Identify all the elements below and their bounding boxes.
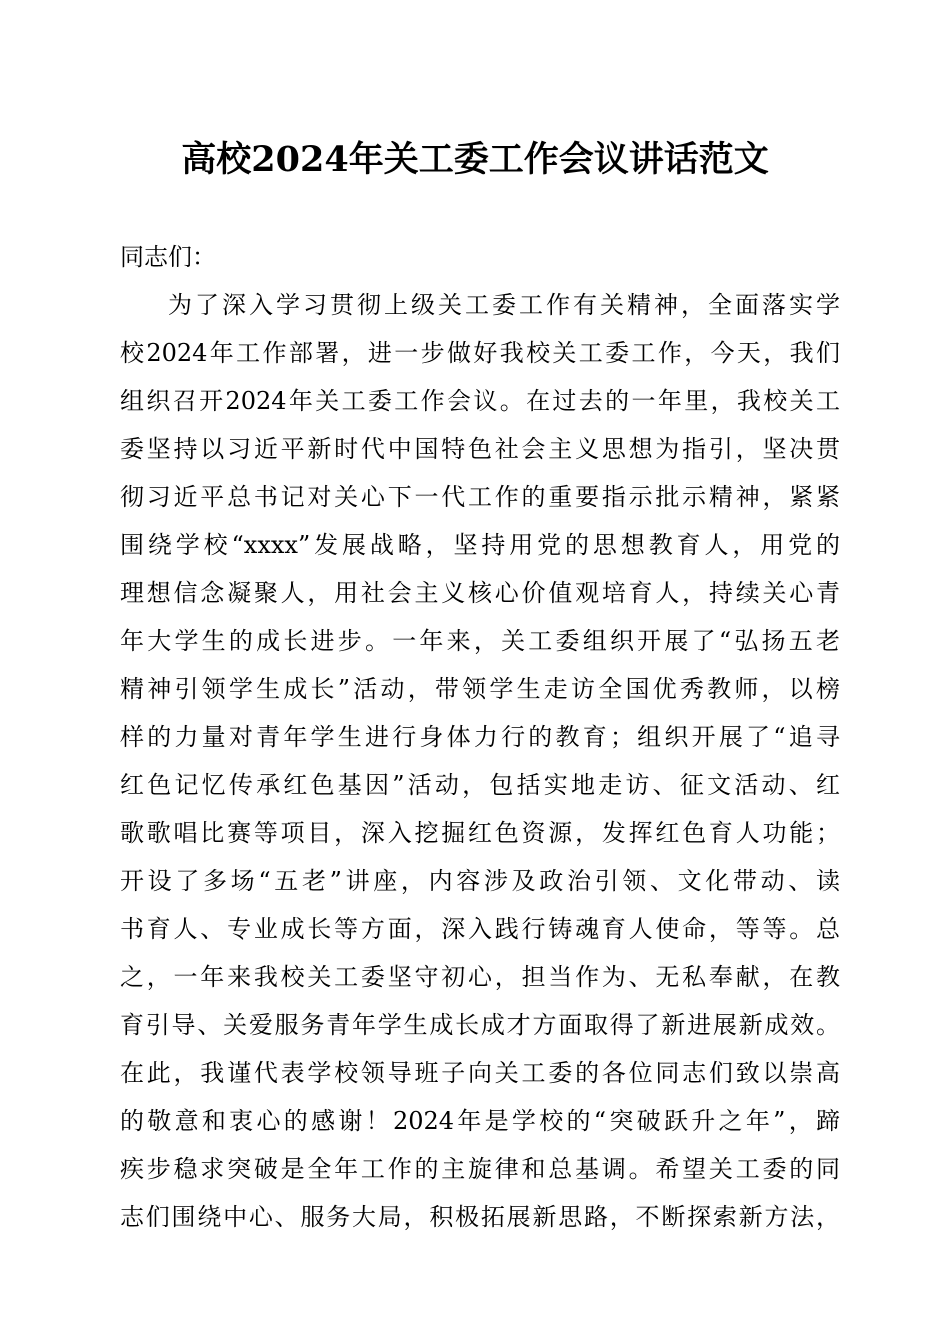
- paragraph-line: 之，一年来我校关工委坚守初心，担当作为、无私奉献，在教: [120, 963, 840, 991]
- paragraph-line: 委坚持以习近平新时代中国特色社会主义思想为指引，坚决贯: [120, 435, 840, 463]
- paragraph-line: 校2024年工作部署，进一步做好我校关工委工作，今天，我们: [120, 339, 840, 367]
- paragraph-line: 红色记忆传承红色基因”活动，包括实地走访、征文活动、红: [120, 771, 840, 799]
- paragraph-line: 组织召开2024年关工委工作会议。在过去的一年里，我校关工: [120, 387, 840, 415]
- paragraph-line: 样的力量对青年学生进行身体力行的教育；组织开展了“追寻: [120, 723, 840, 751]
- paragraph-line: 理想信念凝聚人，用社会主义核心价值观培育人，持续关心青: [120, 579, 840, 607]
- paragraph-line: 志们围绕中心、服务大局，积极拓展新思路，不断探索新方法，: [120, 1203, 840, 1231]
- paragraph-line: 育引导、关爱服务青年学生成长成才方面取得了新进展新成效。: [120, 1011, 840, 1039]
- paragraph-line: 开设了多场“五老”讲座，内容涉及政治引领、文化带动、读: [120, 867, 840, 895]
- paragraph-line: 彻习近平总书记对关心下一代工作的重要指示批示精神，紧紧: [120, 483, 840, 511]
- paragraph-line: 书育人、专业成长等方面，深入践行铸魂育人使命，等等。总: [120, 915, 840, 943]
- paragraph-line: 精神引领学生成长”活动，带领学生走访全国优秀教师，以榜: [120, 675, 840, 703]
- paragraph-line: 年大学生的成长进步。一年来，关工委组织开展了“弘扬五老: [120, 627, 840, 655]
- document-title: 高校2024年关工委工作会议讲话范文: [181, 139, 769, 180]
- salutation: 同志们：: [120, 243, 216, 271]
- paragraph-line: 为了深入学习贯彻上级关工委工作有关精神，全面落实学: [168, 291, 840, 319]
- paragraph-line: 在此，我谨代表学校领导班子向关工委的各位同志们致以崇高: [120, 1059, 840, 1087]
- paragraph-line: 疾步稳求突破是全年工作的主旋律和总基调。希望关工委的同: [120, 1155, 840, 1183]
- paragraph-line: 围绕学校“xxxx”发展战略，坚持用党的思想教育人，用党的: [120, 531, 840, 559]
- paragraph-line: 的敬意和衷心的感谢！2024年是学校的“突破跃升之年”，蹄: [120, 1107, 840, 1135]
- document-body: [120, 233, 840, 1241]
- paragraph-line: 歌歌唱比赛等项目，深入挖掘红色资源，发挥红色育人功能；: [120, 819, 840, 847]
